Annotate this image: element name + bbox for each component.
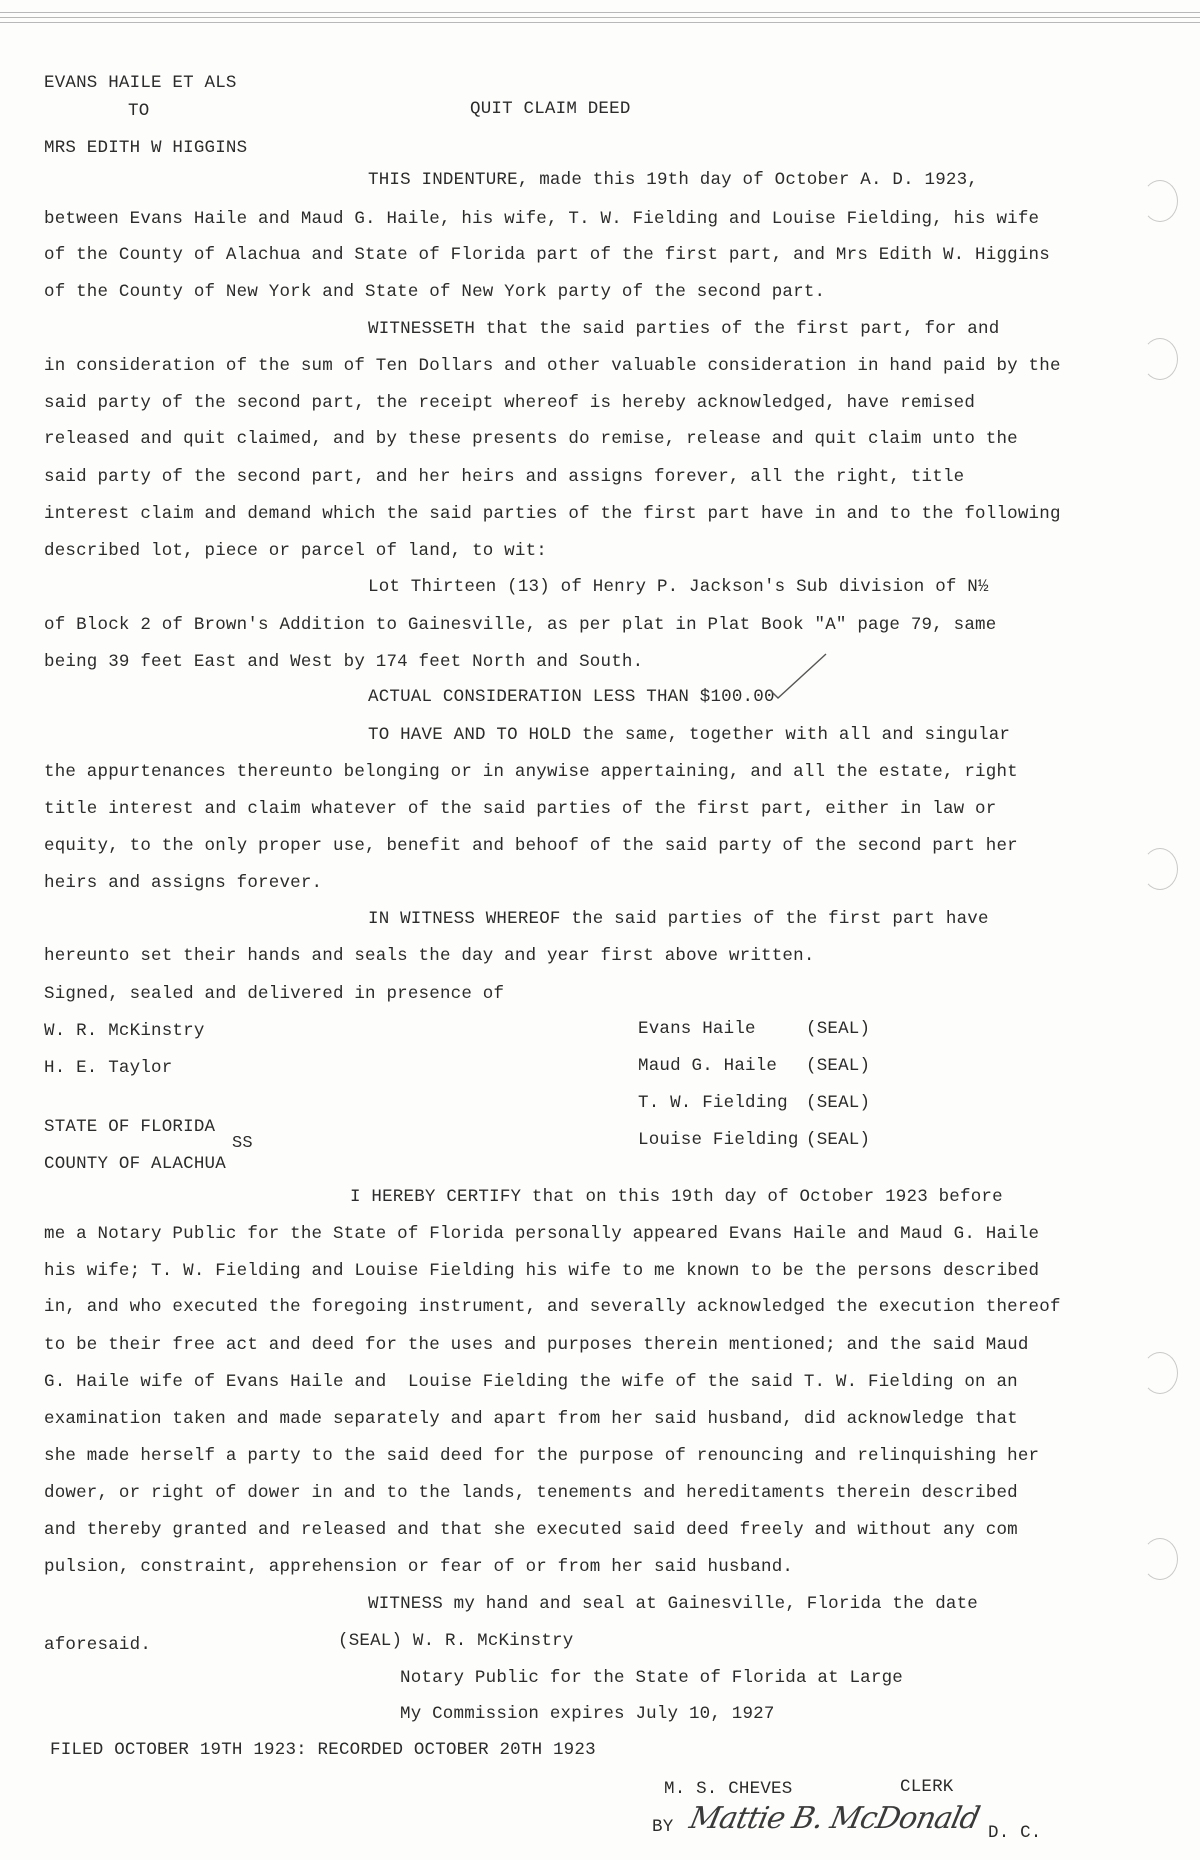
acknowledgment-line: in, and who executed the foregoing instrument, and severally acknowledged the execution thereof (44, 1297, 1061, 1317)
venue-ss: SS (232, 1134, 253, 1153)
body-line: in consideration of the sum of Ten Dollars and other valuable consideration in hand paid by the (44, 356, 1061, 376)
acknowledgment-line: examination taken and made separately and apart from her said husband, did acknowledge that (44, 1409, 1018, 1429)
body-line: hereunto set their hands and seals the day and year first above written. (44, 946, 815, 966)
punch-hole (1142, 1352, 1178, 1394)
notary-signature: (SEAL) W. R. McKinstry (338, 1631, 574, 1651)
venue-state: STATE OF FLORIDA (44, 1117, 216, 1137)
body-line: Signed, sealed and delivered in presence of (44, 984, 505, 1004)
body-line: between Evans Haile and Maud G. Haile, his wife, T. W. Fielding and Louise Fielding, his wife (44, 209, 1040, 229)
deputy-signature: Mattie B. McDonald (686, 1801, 983, 1836)
venue-county: COUNTY OF ALACHUA (44, 1154, 226, 1174)
acknowledgment-line: pulsion, constraint, apprehension or fear of or from her said husband. (44, 1557, 794, 1577)
acknowledgment-line: me a Notary Public for the State of Florida personally appeared Evans Haile and Maud G. Haile (44, 1224, 1040, 1244)
body-line: described lot, piece or parcel of land, to wit: (44, 541, 547, 561)
consideration-line: ACTUAL CONSIDERATION LESS THAN $100.00 (368, 687, 775, 707)
signer-seal: (SEAL) (806, 1056, 871, 1076)
punch-hole (1142, 338, 1178, 380)
acknowledgment-line: she made herself a party to the said deed for the purpose of renouncing and relinquishing her (44, 1446, 1040, 1466)
signer-seal: (SEAL) (806, 1019, 871, 1039)
body-line: said party of the second part, the receipt whereof is hereby acknowledged, have remised (44, 393, 976, 413)
acknowledgment-line: WITNESS my hand and seal at Gainesville, Florida the date (368, 1594, 978, 1614)
signer-name: T. W. Fielding (638, 1093, 788, 1113)
acknowledgment-line: and thereby granted and released and that she executed said deed freely and without any com (44, 1520, 1018, 1540)
body-line: THIS INDENTURE, made this 19th day of October A. D. 1923, (368, 170, 978, 190)
signer-name: Louise Fielding (638, 1130, 799, 1150)
body-line: WITNESSETH that the said parties of the first part, for and (368, 319, 1000, 339)
clerk-name: M. S. CHEVES (664, 1779, 793, 1799)
body-line: of the County of New York and State of New York party of the second part. (44, 282, 826, 302)
body-line: interest claim and demand which the said parties of the first part have in and to the following (44, 504, 1061, 524)
top-rule (0, 22, 1200, 23)
top-rule (0, 12, 1200, 13)
check-mark-icon (768, 652, 828, 700)
signer-seal: (SEAL) (806, 1130, 871, 1150)
acknowledgment-line: dower, or right of dower in and to the lands, tenements and hereditaments therein described (44, 1483, 1018, 1503)
signer-seal: (SEAL) (806, 1093, 871, 1113)
signer-name: Evans Haile (638, 1019, 756, 1039)
testimonium-line: IN WITNESS WHEREOF the said parties of the first part have (368, 909, 989, 929)
acknowledgment-line: I HEREBY CERTIFY that on this 19th day of October 1923 before (350, 1187, 1003, 1207)
legal-description-line: Lot Thirteen (13) of Henry P. Jackson's Sub division of N½ (368, 577, 989, 597)
punch-hole (1142, 180, 1178, 222)
acknowledgment-line: G. Haile wife of Evans Haile and Louise Fielding the wife of the said T. W. Fielding on an (44, 1372, 1018, 1392)
body-line: title interest and claim whatever of the said parties of the first part, either in law or (44, 799, 997, 819)
grantor-heading: EVANS HAILE ET ALS (44, 73, 237, 93)
grantee-heading: MRS EDITH W HIGGINS (44, 138, 248, 158)
body-line: said party of the second part, and her heirs and assigns forever, all the right, title (44, 467, 965, 487)
acknowledgment-line: his wife; T. W. Fielding and Louise Fielding his wife to me known to be the persons described (44, 1261, 1040, 1281)
body-line: heirs and assigns forever. (44, 873, 323, 893)
acknowledgment-line: to be their free act and deed for the uses and purposes therein mentioned; and the said Maud (44, 1335, 1029, 1355)
body-line: equity, to the only proper use, benefit and behoof of the said party of the second part her (44, 836, 1018, 856)
clerk-title: CLERK (900, 1777, 954, 1797)
punch-hole (1142, 848, 1178, 890)
acknowledgment-line: aforesaid. (44, 1635, 152, 1655)
deputy-clerk-label: D. C. (988, 1823, 1042, 1843)
legal-description-line: of Block 2 of Brown's Addition to Gainesville, as per plat in Plat Book "A" page 79, same (44, 615, 997, 635)
notary-commission: My Commission expires July 10, 1927 (400, 1704, 775, 1724)
by-label: BY (652, 1817, 674, 1837)
body-line: released and quit claimed, and by these presents do remise, release and quit claim unto the (44, 429, 1018, 449)
habendum-line: TO HAVE AND TO HOLD the same, together with all and singular (368, 725, 1011, 745)
top-rule (0, 17, 1200, 18)
notary-title: Notary Public for the State of Florida at Large (400, 1668, 903, 1688)
witness-name: W. R. McKinstry (44, 1021, 205, 1041)
body-line: the appurtenances thereunto belonging or in anywise appertaining, and all the estate, right (44, 762, 1018, 782)
filing-record: FILED OCTOBER 19TH 1923: RECORDED OCTOBER 20TH 1923 (50, 1740, 596, 1760)
punch-hole (1142, 1538, 1178, 1580)
legal-description-line: being 39 feet East and West by 174 feet North and South. (44, 652, 644, 672)
witness-name: H. E. Taylor (44, 1058, 173, 1078)
document-title: QUIT CLAIM DEED (470, 99, 631, 119)
signer-name: Maud G. Haile (638, 1056, 778, 1076)
to-heading: TO (128, 101, 150, 121)
body-line: of the County of Alachua and State of Florida part of the first part, and Mrs Edith W. Higgins (44, 245, 1050, 265)
